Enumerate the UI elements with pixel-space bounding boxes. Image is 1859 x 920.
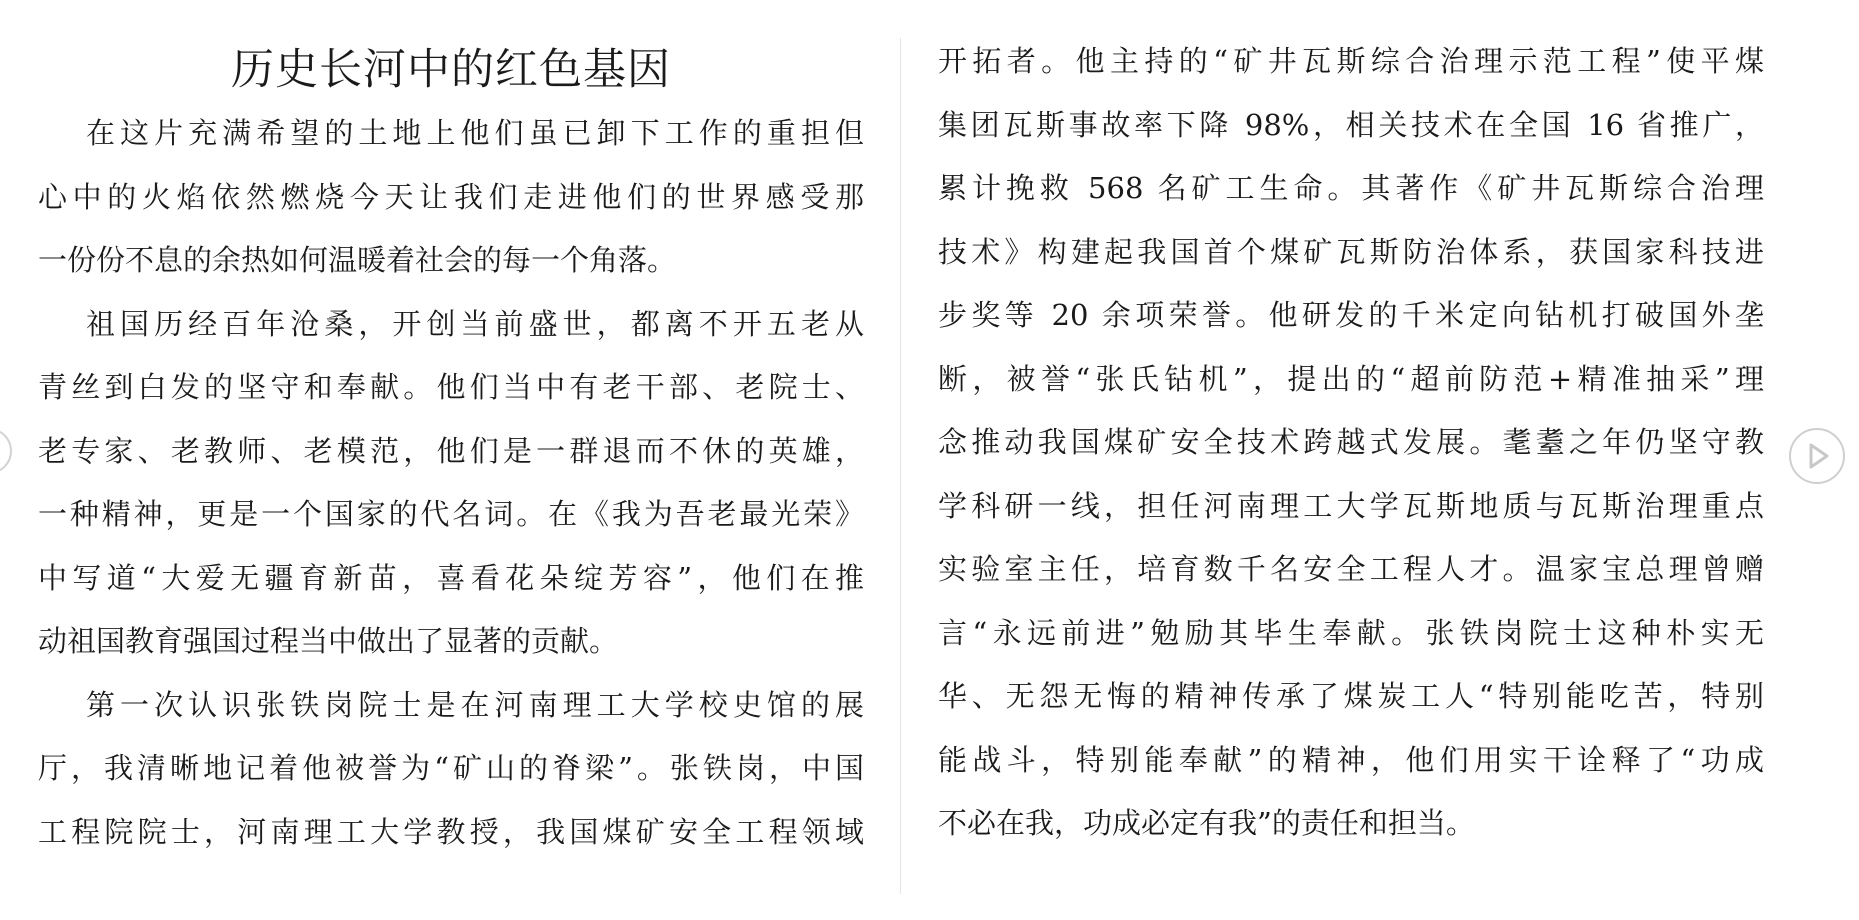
left-page [0,0,900,920]
right-page-text [938,30,1764,856]
text-line: 华、无怨无悔的精神传承了煤炭工人“特别能吃苦，特别 [938,679,1764,713]
text-line: 累计挽救 568 名矿工生命。其著作《矿井瓦斯综合治理 [938,171,1764,205]
play-icon [1791,430,1843,482]
text-line: 在这片充满希望的土地上他们虽已卸下工作的重担但 [86,116,864,150]
left-page-text [38,102,864,864]
text-line: 断，被誉“张氏钻机”，提出的“超前防范+精准抽采”理 [938,361,1764,396]
text-line: 能战斗，特别能奉献”的精神，他们用实干诠释了“功成 [938,742,1764,777]
text-line: 老专家、老教师、老模范，他们是一群退而不休的英雄， [38,433,864,468]
text-line: 技术》构建起我国首个煤矿瓦斯防治体系，获国家科技进 [938,234,1764,269]
text-line: 念推动我国煤矿安全技术跨越式发展。耄耋之年仍坚守教 [938,425,1764,459]
text-line: 青丝到白发的坚守和奉献。他们当中有老干部、老院士、 [38,370,864,404]
text-line: 步奖等 20 余项荣誉。他研发的千米定向钻机打破国外垄 [938,298,1764,332]
text-line: 学科研一线，担任河南理工大学瓦斯地质与瓦斯治理重点 [938,488,1764,523]
text-line: 第一次认识张铁岗院士是在河南理工大学校史馆的展 [86,687,864,722]
page-title: 历史长河中的红色基因 [231,45,671,95]
text-line: 动祖国教育强国过程当中做出了显著的贡献。 [38,624,619,658]
text-line: 厅，我清晰地记着他被誉为“矿山的脊梁”。张铁岗，中国 [38,751,864,785]
text-line: 言“永远前进”勉励其毕生奉献。张铁岗院士这种朴实无 [938,615,1764,650]
right-page [900,0,1859,920]
text-line: 不必在我，功成必定有我”的责任和担当。 [938,806,1475,840]
text-line: 一种精神，更是一个国家的代名词。在《我为吾老最光荣》 [38,497,864,531]
text-line: 心中的火焰依然燃烧今天让我们走进他们的世界感受那 [38,179,864,214]
text-line: 开拓者。他主持的“矿井瓦斯综合治理示范工程”使平煤 [938,44,1764,78]
text-line: 中写道“大爱无疆育新苗，喜看花朵绽芳容”，他们在推 [38,560,864,595]
text-line: 祖国历经百年沧桑，开创当前盛世，都离不开五老从 [86,306,864,341]
text-line: 实验室主任，培育数千名安全工程人才。温家宝总理曾赠 [938,552,1764,586]
next-page-button[interactable] [1789,428,1845,484]
text-line: 工程院院士，河南理工大学教授，我国煤矿安全工程领域 [38,814,864,849]
text-line: 一份份不息的余热如何温暖着社会的每一个角落。 [38,243,677,277]
text-line: 集团瓦斯事故率下降 98%，相关技术在全国 16 省推广， [938,107,1764,142]
